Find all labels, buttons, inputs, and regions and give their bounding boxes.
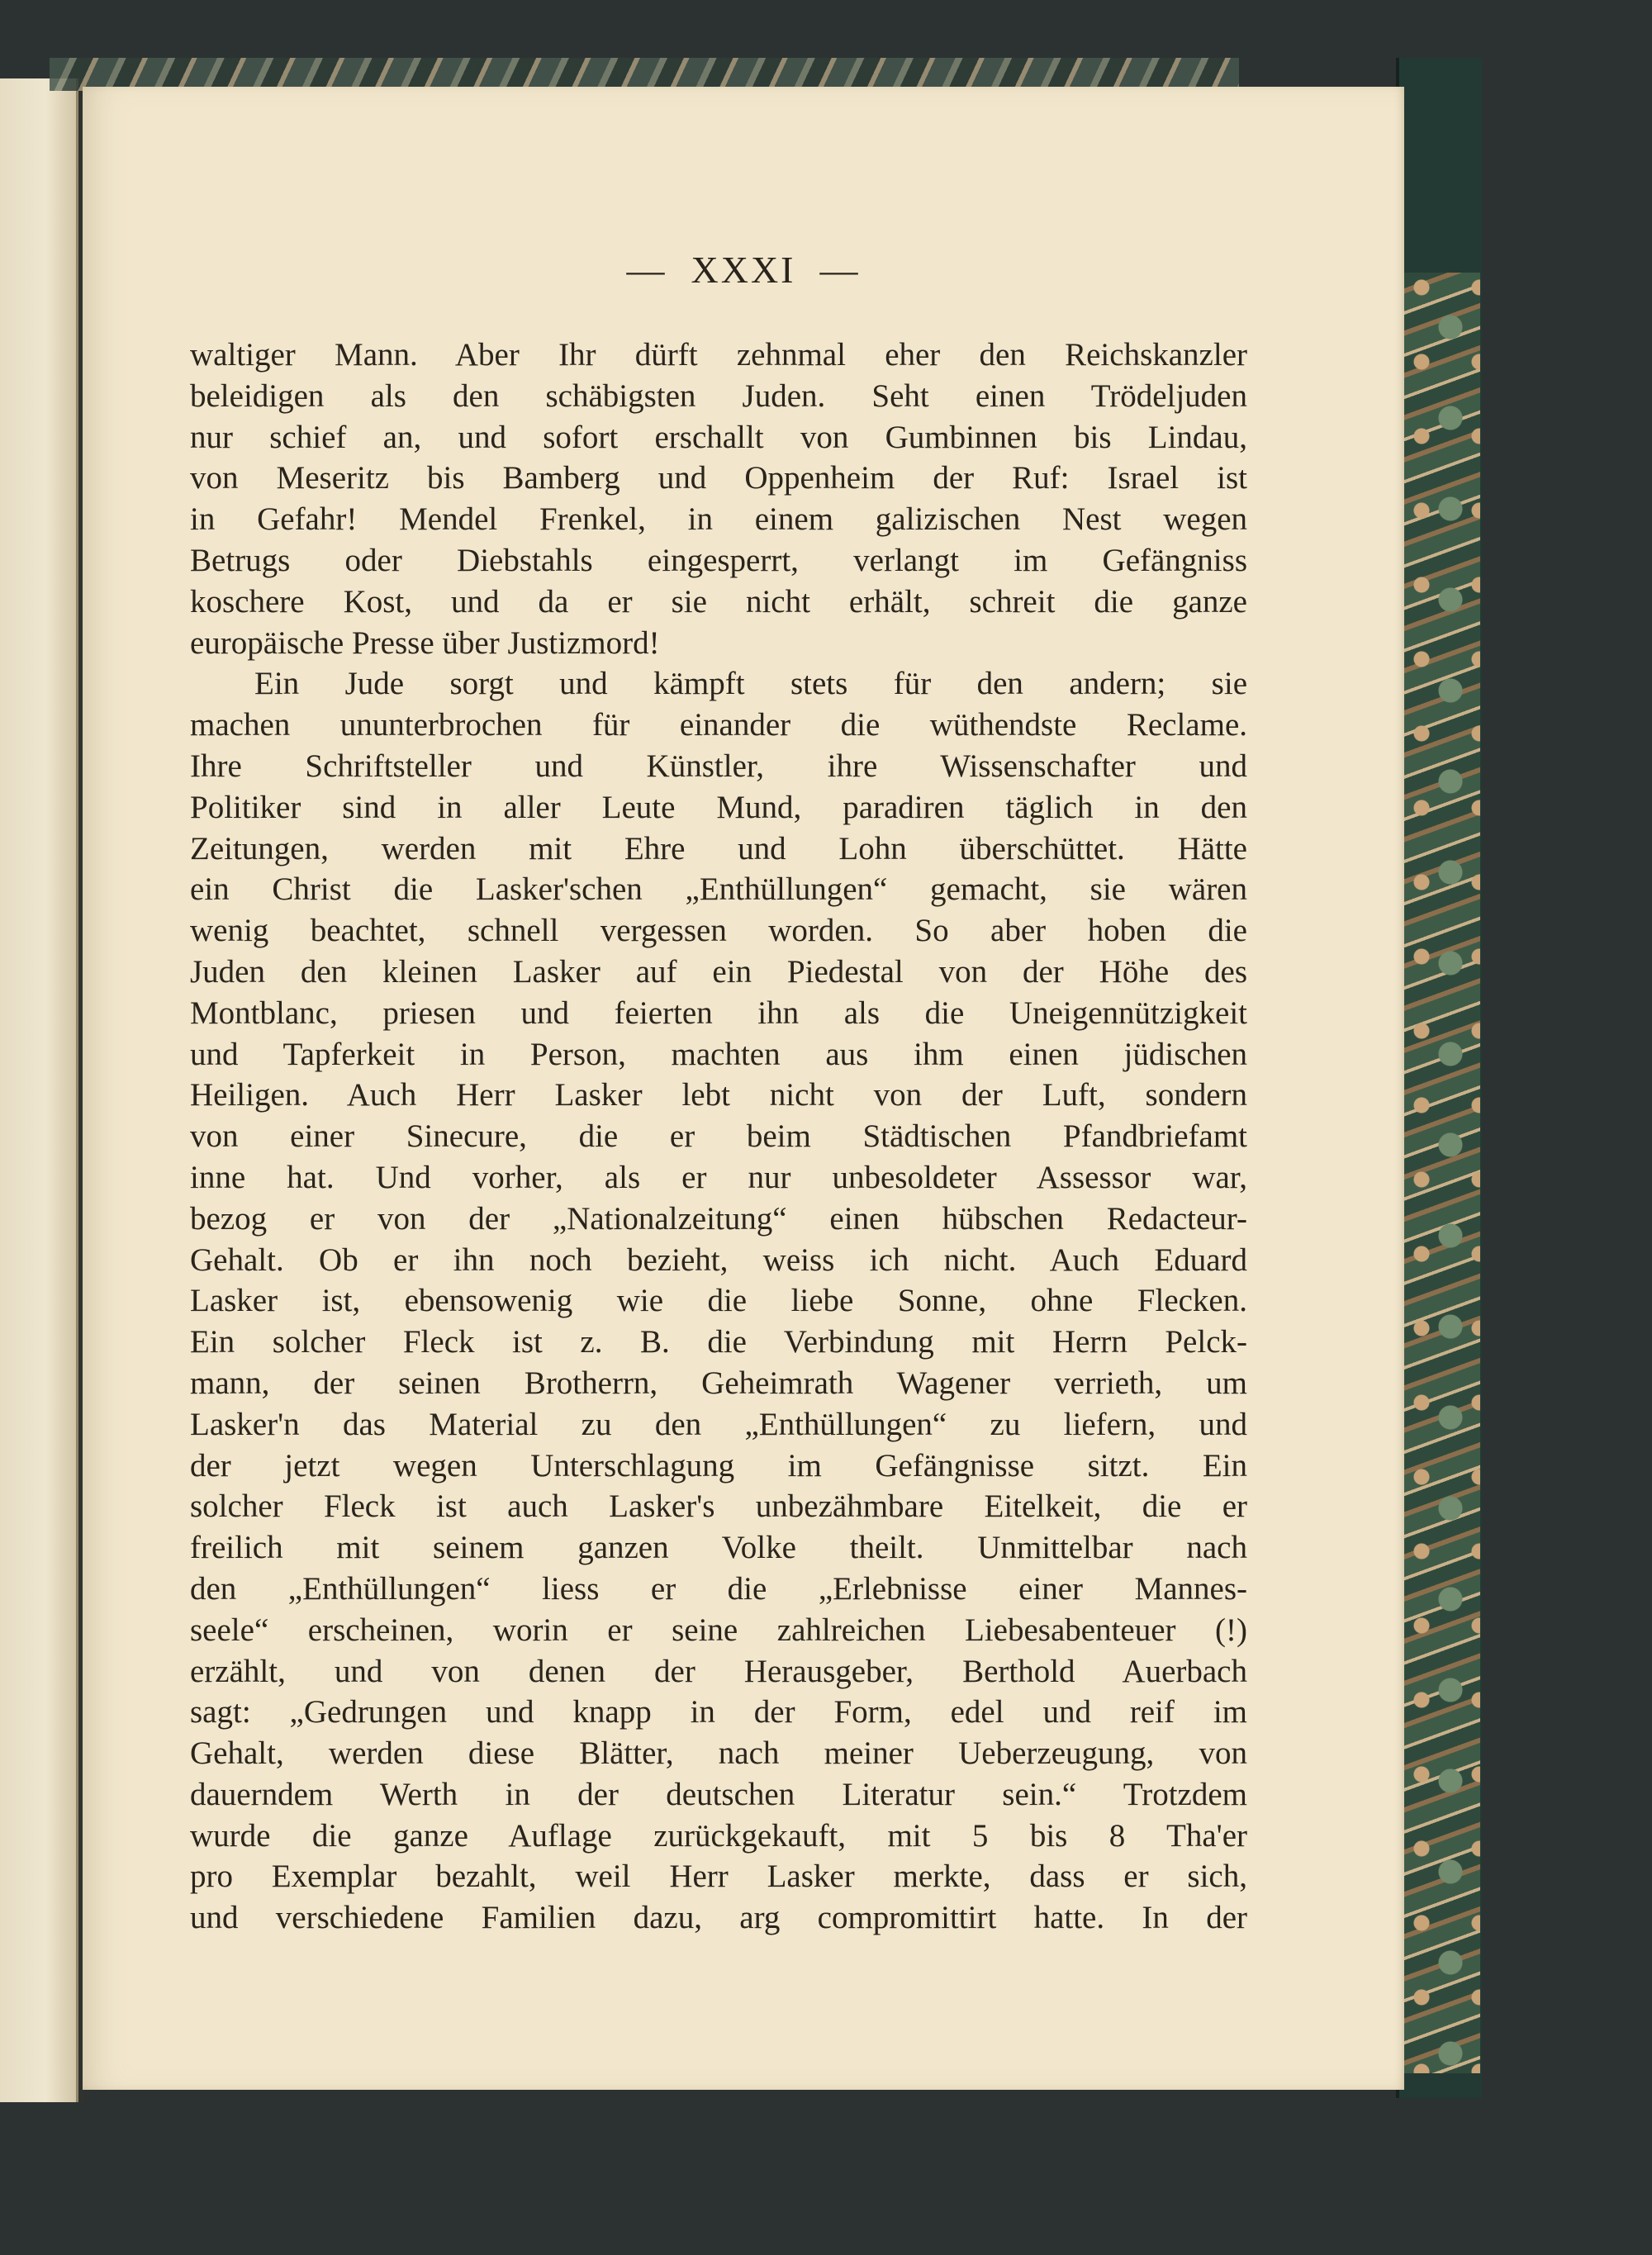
text-line: europäische Presse über Justizmord!	[190, 624, 660, 661]
text-line: seele“ erscheinen, worin er seine zahlreichen Liebesabenteuer (!)	[190, 1612, 1247, 1648]
text-line: sagt: „Gedrungen und knapp in der Form, edel und reif im	[190, 1694, 1247, 1730]
text-line: wurde die ganze Auflage zurückgekauft, mit 5 bis 8 Tha'er	[190, 1817, 1247, 1854]
page-number: — XXXI —	[626, 249, 861, 291]
text-line: freilich mit seinem ganzen Volke theilt. Unmittelbar nach	[190, 1530, 1247, 1566]
text-line: Zeitungen, werden mit Ehre und Lohn überschüttet. Hätte	[190, 830, 1247, 866]
text-line: bezog er von der „Nationalzeitung“ einen hübschen Redacteur-	[190, 1200, 1247, 1237]
text-line: Juden den kleinen Lasker auf ein Piedestal von der Höhe des	[190, 953, 1247, 990]
text-line: Politiker sind in aller Leute Mund, paradiren täglich in den	[190, 789, 1247, 825]
text-line: machen ununterbrochen für einander die wüthendste Reclame.	[190, 707, 1247, 743]
text-line: und verschiedene Familien dazu, arg compromittirt hatte. In der	[190, 1900, 1247, 1936]
text-line: Betrugs oder Diebstahls eingesperrt, verlangt im Gefängniss	[190, 542, 1247, 578]
text-line: mann, der seinen Brotherrn, Geheimrath Wagener verrieth, um	[190, 1365, 1247, 1401]
text-line: von einer Sinecure, die er beim Städtischen Pfandbriefamt	[190, 1118, 1247, 1155]
text-line: von Meseritz bis Bamberg und Oppenheim der Ruf: Israel ist	[190, 460, 1247, 496]
text-line: ein Christ die Lasker'schen „Enthüllungen“ gemacht, sie wären	[190, 871, 1247, 908]
text-line: waltiger Mann. Aber Ihr dürft zehnmal eher den Reichskanzler	[190, 337, 1247, 373]
text-line: nur schief an, und sofort erschallt von Gumbinnen bis Lindau,	[190, 419, 1247, 455]
text-line: der jetzt wegen Unterschlagung im Gefängnisse sitzt. Ein	[190, 1447, 1247, 1484]
text-line: und Tapferkeit in Person, machten aus ihm einen jüdischen	[190, 1036, 1247, 1072]
text-line: Gehalt, werden diese Blätter, nach meiner Ueberzeugung, von	[190, 1735, 1247, 1772]
text-line: in Gefahr! Mendel Frenkel, in einem galizischen Nest wegen	[190, 501, 1247, 538]
text-line: Montblanc, priesen und feierten ihn als die Uneigennützigkeit	[190, 995, 1247, 1031]
text-line: Lasker'n das Material zu den „Enthüllungen“ zu liefern, und	[190, 1406, 1247, 1442]
marbled-cover-edge-top	[50, 58, 1239, 91]
text-line: wenig beachtet, schnell vergessen worden. So aber hoben die	[190, 913, 1247, 949]
text-line: inne hat. Und vorher, als er nur unbesoldeter Assessor war,	[190, 1159, 1247, 1195]
text-line: Gehalt. Ob er ihn noch bezieht, weiss ich nicht. Auch Eduard	[190, 1241, 1247, 1278]
text-line: Lasker ist, ebensowenig wie die liebe Sonne, ohne Flecken.	[190, 1283, 1247, 1319]
text-line: Ein solcher Fleck ist z. B. die Verbindung mit Herrn Pelck-	[190, 1324, 1247, 1360]
text-line: Ihre Schriftsteller und Künstler, ihre Wissenschafter und	[190, 748, 1247, 784]
text-line: erzählt, und von denen der Herausgeber, Berthold Auerbach	[190, 1653, 1247, 1689]
left-page-edge	[0, 78, 78, 2102]
text-line: beleidigen als den schäbigsten Juden. Seht einen Trödeljuden	[190, 377, 1247, 414]
text-line: Heiligen. Auch Herr Lasker lebt nicht von der Luft, sondern	[190, 1077, 1247, 1113]
text-line: solcher Fleck ist auch Lasker's unbezähmbare Eitelkeit, die er	[190, 1488, 1247, 1525]
book-page	[83, 87, 1404, 2090]
text-line: koschere Kost, und da er sie nicht erhält, schreit die ganze	[190, 583, 1247, 620]
text-line: dauerndem Werth in der deutschen Literatur sein.“ Trotzdem	[190, 1776, 1247, 1812]
text-line: Ein Jude sorgt und kämpft stets für den andern; sie	[254, 666, 1247, 702]
marbled-cover-edge-right	[1404, 273, 1480, 2073]
page-body-text	[190, 335, 1247, 1939]
text-line: den „Enthüllungen“ liess er die „Erlebnisse einer Mannes-	[190, 1570, 1247, 1607]
text-line: pro Exemplar bezahlt, weil Herr Lasker merkte, dass er sich,	[190, 1859, 1247, 1895]
